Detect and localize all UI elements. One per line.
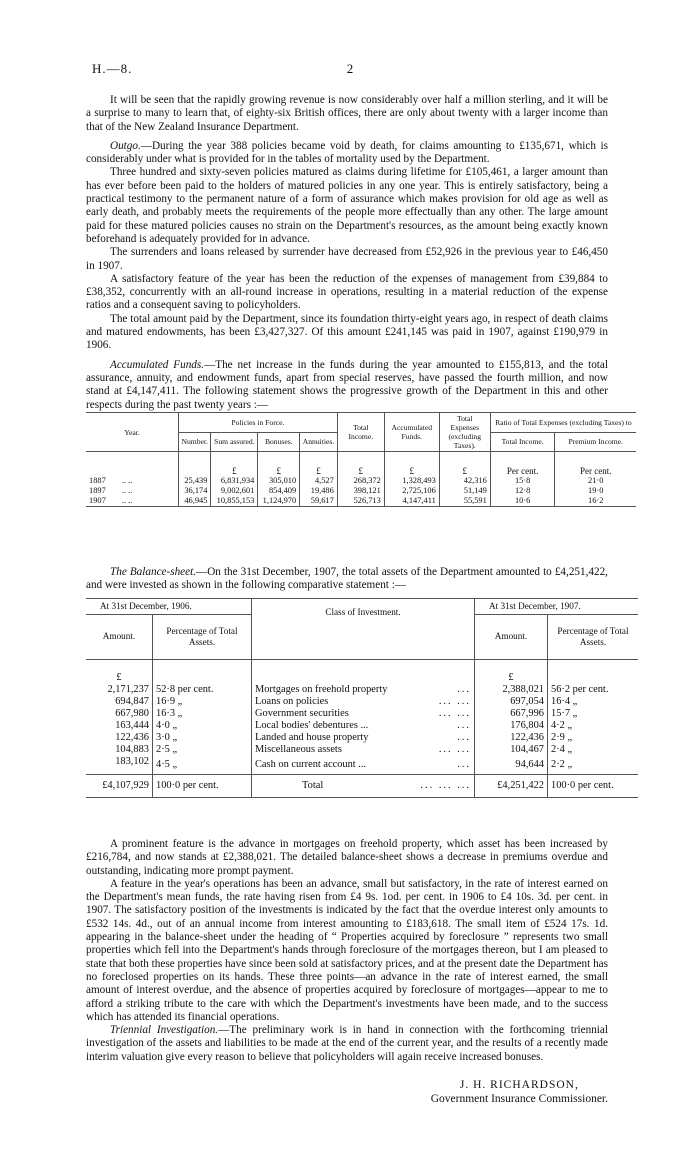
text-top: [86, 94, 608, 412]
col-ratio-premium-income: Premium Income.: [555, 432, 636, 452]
col-pct-1906: Percentage of Total Assets.: [153, 614, 252, 659]
balance-intro: [86, 566, 608, 593]
col-total-expenses: Total Expenses (excluding Taxes).: [439, 413, 490, 452]
paragraph-lead: Accumulated Funds.: [110, 358, 205, 371]
table-row: 1907 .. .. 46,945 10,855,153 1,124,970 59,617 526,713 4,147,411 55,591 10·6 16·2: [86, 496, 636, 507]
text-bottom: [86, 838, 608, 1064]
paragraph: The surrenders and loans released by surrender have decreased from £52,926 in the previous year to £46,450 in 1907.: [86, 246, 608, 272]
paragraph-lead: Triennial Investigation.: [110, 1024, 219, 1037]
col-annuities: Annuities.: [300, 432, 338, 452]
table-row: 1887 .. .. 25,439 6,831,934 305,010 4,527 268,372 1,328,493 42,316 15·8 21·0: [86, 476, 636, 486]
table-row: 183,102 4·5 „ Cash on current account ... ... 94,644 2·2 „: [86, 756, 638, 775]
col-pct-1907: Percentage of Total Assets.: [548, 614, 639, 659]
paragraph-lead: The Balance-sheet.: [110, 566, 197, 578]
paragraph: The Balance-sheet.—On the 31st December, 1907, the total assets of the Department amounted to £4,251,422, and were invested as shown in the following comparative statement :—: [86, 566, 608, 592]
col-amount-1906: Amount.: [86, 614, 153, 659]
paragraph: Accumulated Funds.—The net increase in the funds during the year amounted to £155,813, and the total assurance, annuity, and endowment funds, apart from special reserves, have passed the fourth million, and now stand at £4,147,411. The following statement shows the progressive growth of the Department in this and other respects during the past twenty years :—: [86, 358, 608, 411]
page-number: 2: [346, 61, 354, 76]
paragraph: A prominent feature is the advance in mortgages on freehold property, which asset has been increased by £216,784, and now stands at £2,388,021. The detailed balance-sheet shows a decrease in premiums overdue and outstanding, indicating more prompt payment.: [86, 838, 608, 877]
signatory-name: J. H. RICHARDSON,: [459, 1079, 579, 1091]
col-accumulated-funds: Accumulated Funds.: [384, 413, 439, 452]
table-row: 163,444 4·0 „ Local bodies' debentures ... ... 176,804 4·2 „: [86, 720, 638, 732]
col-sum-assured: Sum assured.: [211, 432, 258, 452]
paragraph: A satisfactory feature of the year has been the reduction of the expenses of management from £39,884 to £38,352, concurrently with an all-round increase in operations, resulting in a material reduction of the expense ratios and a consequent saving to policyholders.: [86, 272, 608, 312]
table-row: 122,436 3·0 „ Landed and house property ... 122,436 2·9 „: [86, 732, 638, 744]
col-amount-1907: Amount.: [475, 614, 548, 659]
paragraph: The total amount paid by the Department, since its foundation thirty-eight years ago, in respect of death claims and matured endowments, has been £3,427,327. Of this amount £241,145 was paid in 1907, against £190,979 in 1906.: [86, 312, 608, 352]
table-row: 667,980 16·3 „ Government securities ... ... 667,996 15·7 „: [86, 708, 638, 720]
table-row: 694,847 16·9 „ Loans on policies ... ... 697,054 16·4 „: [86, 696, 638, 708]
total-row: £4,107,929 100·0 per cent. Total ... ... ... £4,251,422 100·0 per cent.: [86, 774, 638, 797]
col-policies-in-force: Policies in Force.: [179, 413, 338, 433]
col-ratio-total-income: Total Income.: [490, 432, 555, 452]
paragraph: Triennial Investigation.—The preliminary work is in hand in connection with the forthcoming triennial investigation of the assets and liabilities to be made at the end of the current year, and the results of a recently made interim valuation give every reason to believe that policyholders will again receive increased bonuses.: [86, 1024, 608, 1063]
balance-table: [86, 598, 638, 798]
col-number: Number.: [179, 432, 211, 452]
report-reference: H.—8.: [92, 61, 133, 76]
table-row: 1897 .. .. 36,174 9,002,601 854,409 19,486 398,121 2,725,106 51,149 12·8 19·0: [86, 486, 636, 496]
col-year: Year.: [86, 413, 179, 452]
left-title: At 31st December, 1906.: [86, 599, 252, 615]
paragraph-lead: Outgo.: [110, 139, 141, 152]
signature-block: [431, 1078, 608, 1106]
paragraph: A feature in the year's operations has been an advance, small but satisfactory, in the rate of interest earned on the Department's mean funds, the rate having risen from £4 9s. 1od. per cent. in 1906 to £4 10s. 3d. per cent. in 1907. The satisfactory position of the investments is indicated by the fact that the overdue interest only amounts to £532 14s. 4d., out of an annual income from interest amounting to £183,618. The small item of £524 17s. 1d. appearing in the balance-sheet under the heading of “ Properties acquired by foreclosure ” represents two small properties which fell into the Department's hands through foreclosure of the mortgages thereon, but I am pleased to state that both these properties have since been sold at satisfactory prices, and at the present date the Department has no foreclosed properties on its hands. These three points—an advance in the rate of interest earned, the small amount of interest overdue, and the absence of properties acquired by foreclosure of mortgages—appear to me to afford a striking tribute to the care with which the Department's investments have been made, and to the success which has attended its financial operations.: [86, 877, 608, 1023]
paragraph: It will be seen that the rapidly growing revenue is now considerably over half a million sterling, and it will be a surprise to many to learn that, of eighty-six British offices, there are only about twenty with a larger income than that of the New Zealand Insurance Department.: [86, 94, 608, 133]
col-ratio: Ratio of Total Expenses (excluding Taxes) to: [490, 413, 636, 433]
table-row: 104,883 2·5 „ Miscellaneous assets ... ... 104,467 2·4 „: [86, 744, 638, 756]
table-row: 2,171,237 52·8 per cent. Mortgages on freehold property ... 2,388,021 56·2 per cent.: [86, 684, 638, 696]
col-bonuses: Bonuses.: [258, 432, 300, 452]
paragraph: Outgo.—During the year 388 policies became void by death, for claims amounting to £135,671, which is considerably under what is provided for in the tables of mortality used by the Department.: [86, 139, 608, 166]
currency-row: £ £: [86, 659, 638, 684]
col-total-income: Total Income.: [337, 413, 384, 452]
growth-table: [86, 412, 636, 507]
currency-row: £ £ £ £ £ £ Per cent. Per cent.: [86, 452, 636, 477]
signatory-title: Government Insurance Commissioner.: [430, 1093, 608, 1105]
col-class: Class of Investment.: [252, 599, 475, 660]
right-title: At 31st December, 1907.: [475, 599, 639, 615]
paragraph: Three hundred and sixty-seven policies matured as claims during lifetime for £105,461, a larger amount than has ever before been paid to the holders of matured policies in any one year. This is entirely satisfactory, being a practical testimony to the permanent nature of a form of assurance which makes provision for old age as well as early death, and probably meets the requirements of the people more effectually than any other. The large amount paid for these matured policies causes no strain on the Department's resources, as the amount being exactly known beforehand is adequately provided for in advance.: [86, 166, 608, 245]
